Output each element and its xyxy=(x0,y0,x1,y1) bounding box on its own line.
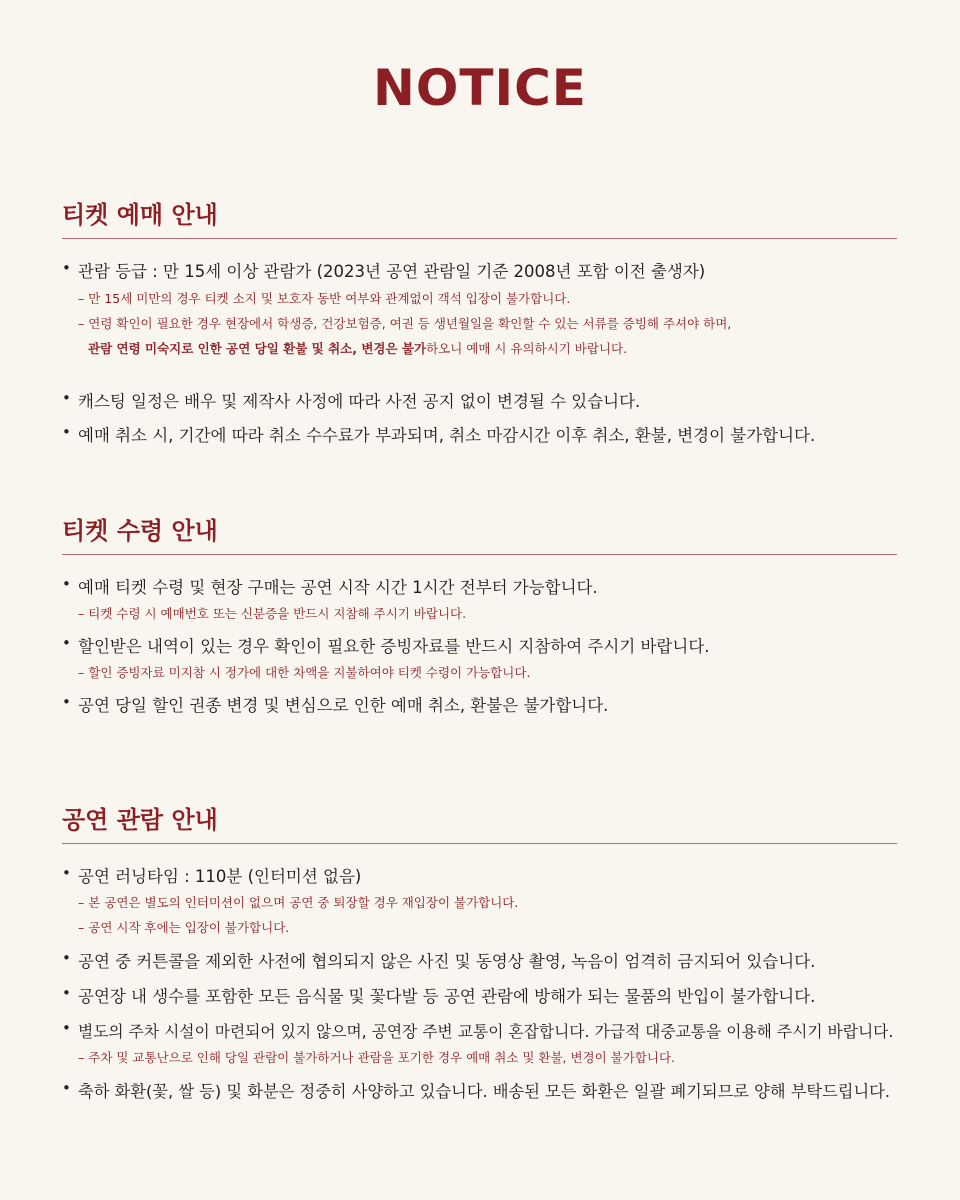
item-text: 공연 중 커튼콜을 제외한 사전에 협의되지 않은 사진 및 동영상 촬영, 녹음이 엄격히 금지되어 있습니다. xyxy=(78,952,816,971)
section-heading: 공연 관람 안내 xyxy=(62,803,897,844)
section-ticket-pickup xyxy=(62,514,897,719)
item-list xyxy=(62,259,897,449)
item-text: 별도의 주차 시설이 마련되어 있지 않으며, 공연장 주변 교통이 혼잡합니다. 가급적 대중교통을 이용해 주시기 바랍니다. xyxy=(78,1022,894,1041)
item-text: 예매 티켓 수령 및 현장 구매는 공연 시작 시간 1시간 전부터 가능합니다. xyxy=(78,578,598,597)
list-item xyxy=(62,693,897,719)
dash-icon: – xyxy=(78,291,85,306)
item-text: 할인받은 내역이 있는 경우 확인이 필요한 증빙자료를 반드시 지참하여 주시기 바랍니다. xyxy=(78,637,710,656)
section-ticket-booking xyxy=(62,198,897,449)
list-item xyxy=(62,575,897,626)
bullet-icon: • xyxy=(62,575,71,593)
list-item xyxy=(62,423,897,449)
bullet-icon: • xyxy=(62,693,71,711)
dash-icon: – xyxy=(78,920,85,935)
list-item xyxy=(62,389,897,415)
dash-icon: – xyxy=(78,316,85,331)
item-text: 관람 등급 : 만 15세 이상 관람가 (2023년 공연 관람일 기준 2008년 포함 이전 출생자) xyxy=(78,262,706,281)
sub-note xyxy=(78,286,897,311)
item-list xyxy=(62,575,897,719)
item-text: 축하 화환(꽃, 쌀 등) 및 화분은 정중히 사양하고 있습니다. 배송된 모든 화환은 일괄 폐기되므로 양해 부탁드립니다. xyxy=(78,1082,891,1101)
bullet-icon: • xyxy=(62,423,71,441)
section-heading: 티켓 예매 안내 xyxy=(62,198,897,239)
list-item xyxy=(62,1079,897,1105)
sub-note xyxy=(78,915,897,940)
bullet-icon: • xyxy=(62,1079,71,1097)
item-text: 공연장 내 생수를 포함한 모든 음식물 및 꽃다발 등 공연 관람에 방해가 되는 물품의 반입이 불가합니다. xyxy=(78,987,816,1006)
item-text: 공연 러닝타임 : 110분 (인터미션 없음) xyxy=(78,867,362,886)
item-text: 캐스팅 일정은 배우 및 제작사 사정에 따라 사전 공지 없이 변경될 수 있습니다. xyxy=(78,392,641,411)
sub-note-text: 연령 확인이 필요한 경우 현장에서 학생증, 건강보험증, 여권 등 생년월일을 확인할 수 있는 서류를 증빙해 주셔야 하며, xyxy=(88,316,732,331)
item-list xyxy=(62,864,897,1105)
sub-note-text: 주차 및 교통난으로 인해 당일 관람이 불가하거나 관람을 포기한 경우 예매 취소 및 환불, 변경이 불가합니다. xyxy=(88,1050,676,1065)
bullet-icon: • xyxy=(62,634,71,652)
dash-icon: – xyxy=(78,895,85,910)
list-item xyxy=(62,864,897,940)
dash-icon: – xyxy=(78,1050,85,1065)
bullet-icon: • xyxy=(62,864,71,882)
bullet-icon: • xyxy=(62,389,71,407)
section-heading: 티켓 수령 안내 xyxy=(62,514,897,555)
item-text: 공연 당일 할인 권종 변경 및 변심으로 인한 예매 취소, 환불은 불가합니다. xyxy=(78,696,609,715)
list-item xyxy=(62,949,897,975)
sub-note-text: 본 공연은 별도의 인터미션이 없으며 공연 중 퇴장할 경우 재입장이 불가합니다. xyxy=(88,895,519,910)
list-item xyxy=(62,259,897,361)
bullet-icon: • xyxy=(62,259,71,277)
sub-note xyxy=(78,601,897,626)
section-performance-viewing xyxy=(62,803,897,1105)
sub-note xyxy=(78,660,897,685)
list-item xyxy=(62,634,897,685)
list-item xyxy=(62,1019,897,1070)
sub-note xyxy=(78,890,897,915)
sub-note xyxy=(78,1045,897,1070)
bullet-icon: • xyxy=(62,949,71,967)
sub-note-text: 하오니 예매 시 유의하시기 바랍니다. xyxy=(426,341,628,356)
bullet-icon: • xyxy=(62,1019,71,1037)
dash-icon: – xyxy=(78,606,85,621)
page-title: NOTICE xyxy=(373,59,587,117)
sub-note-text: 할인 증빙자료 미지참 시 정가에 대한 차액을 지불하여야 티켓 수령이 가능합니다. xyxy=(88,665,531,680)
sub-note-bold: 관람 연령 미숙지로 인한 공연 당일 환불 및 취소, 변경은 불가 xyxy=(88,341,427,356)
item-text: 예매 취소 시, 기간에 따라 취소 수수료가 부과되며, 취소 마감시간 이후 취소, 환불, 변경이 불가합니다. xyxy=(78,426,816,445)
sub-note-continuation xyxy=(78,336,897,361)
bullet-icon: • xyxy=(62,984,71,1002)
sub-note-text: 만 15세 미만의 경우 티켓 소지 및 보호자 동반 여부와 관계없이 객석 입장이 불가합니다. xyxy=(88,291,571,306)
list-item xyxy=(62,984,897,1010)
dash-icon: – xyxy=(78,665,85,680)
sub-note-text: 공연 시작 후에는 입장이 불가합니다. xyxy=(88,920,290,935)
sub-note-text: 티켓 수령 시 예매번호 또는 신분증을 반드시 지참해 주시기 바랍니다. xyxy=(88,606,467,621)
sub-note xyxy=(78,311,897,336)
